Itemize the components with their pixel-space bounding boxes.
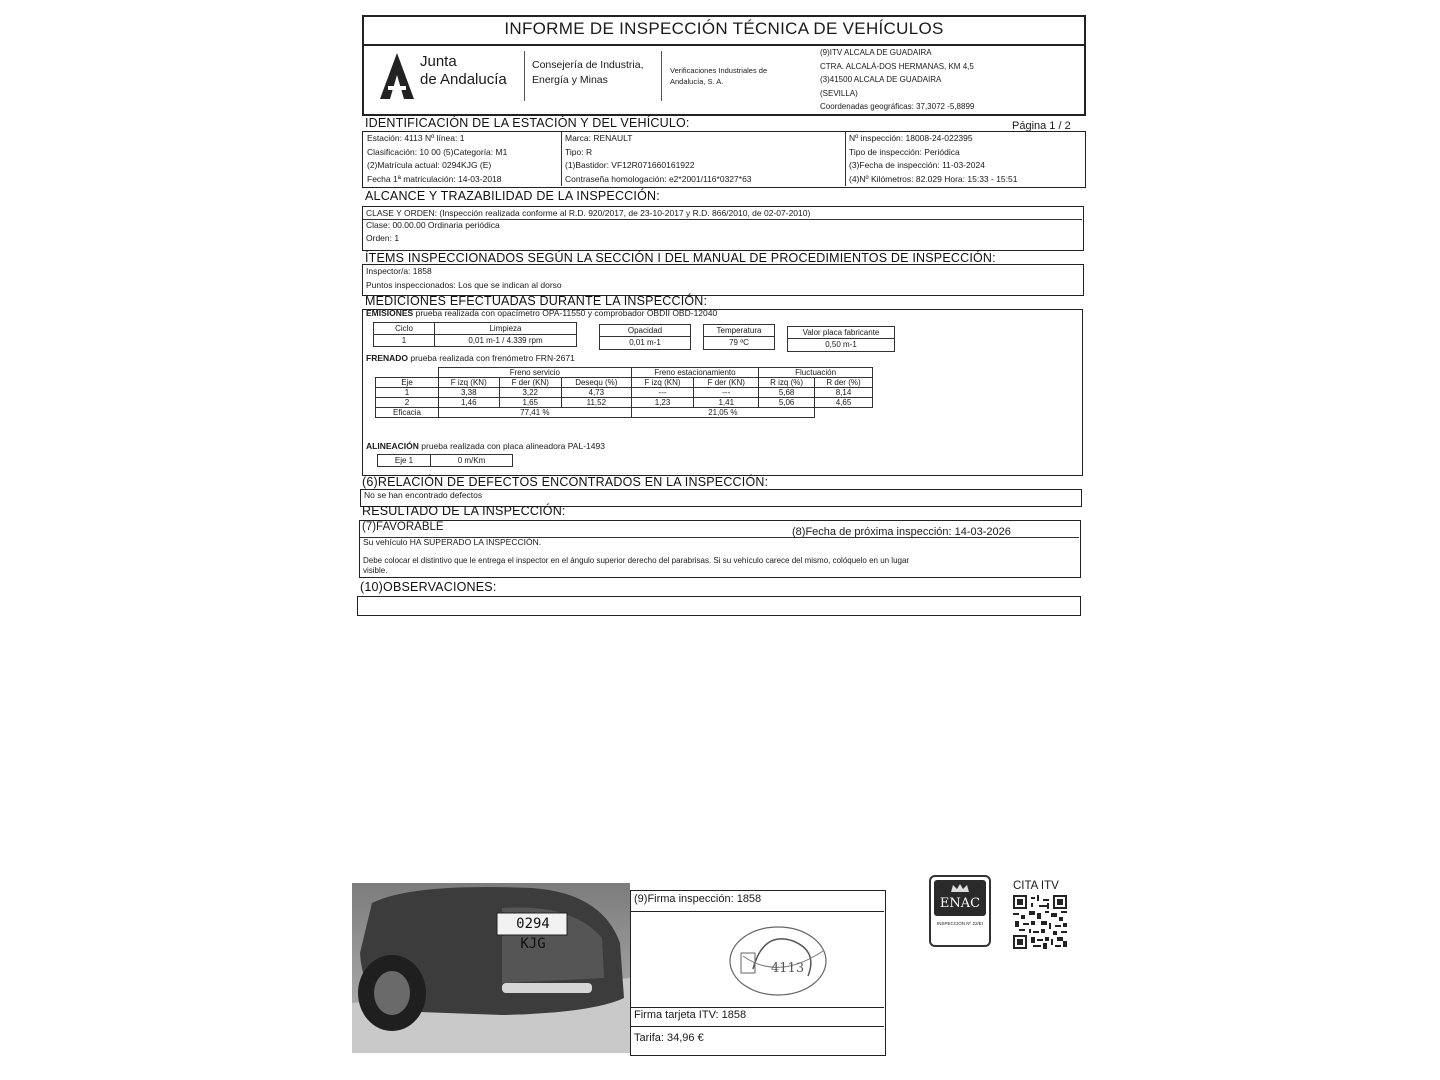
table-cell: 4,65 — [815, 398, 873, 408]
emisiones-valor-placa — [787, 326, 895, 352]
junta-logo-icon — [380, 53, 414, 99]
qr-code-icon — [1013, 895, 1067, 949]
col-header: Desequ (%) — [561, 378, 631, 388]
cita-itv-label: CITA ITV — [1013, 880, 1059, 892]
col-header: F der (KN) — [694, 378, 759, 388]
section-title-alcance: ALCANCE Y TRAZABILIDAD DE LA INSPECCIÓN: — [365, 189, 660, 203]
frenado-table — [375, 367, 873, 418]
table-cell: 11,52 — [561, 398, 631, 408]
vehicle-photo — [352, 883, 630, 1053]
inspection-stamp — [723, 921, 833, 1001]
emisiones-temperatura — [703, 324, 775, 350]
firma-tarjeta: Firma tarjeta ITV: 1858 — [634, 1009, 747, 1021]
alineacion-label: ALINEACIÓN — [366, 441, 419, 451]
id-line: (4)Nº Kilómetros: 82.029 Hora: 15:33 - 15:51 — [849, 173, 1018, 184]
id-line: Contraseña homologación: e2*2001/116*0327*63 — [565, 173, 752, 184]
consejeria-line2: Energía y Minas — [532, 74, 608, 86]
temperatura-value: 79 ºC — [729, 338, 749, 347]
id-line: Marca: RENAULT — [565, 133, 633, 143]
page-number: Página 1 / 2 — [1012, 120, 1071, 132]
col-header: R izq (%) — [759, 378, 815, 388]
clase-value: Clase: 00.00.00 Ordinaria periódica — [366, 220, 500, 230]
table-row — [376, 388, 873, 398]
junta-logo-line1: Junta — [420, 53, 457, 70]
alineacion-eje: Eje 1 — [378, 455, 431, 466]
freno-estacionamiento-header: Freno estacionamiento — [631, 368, 758, 378]
valor-placa-header: Valor placa fabricante — [788, 327, 894, 339]
signature-box — [630, 890, 886, 1056]
ciclo-header: Ciclo — [374, 323, 435, 334]
table-cell: --- — [631, 388, 694, 398]
alineacion-line — [366, 440, 605, 454]
station-line: (SEVILLA) — [820, 88, 858, 98]
defectos-text: No se han encontrado defectos — [364, 490, 483, 500]
observaciones-box — [357, 596, 1081, 616]
section-title-identificacion: IDENTIFICACIÓN DE LA ESTACIÓN Y DEL VEHÍCULO: — [365, 116, 690, 130]
table-cell: 1,41 — [694, 398, 759, 408]
eficacia-label: Eficacia — [376, 408, 439, 418]
puntos-value: Puntos inspeccionados: Los que se indican al dorso — [366, 280, 562, 290]
orden-value: Orden: 1 — [366, 233, 400, 243]
enac-logo — [929, 875, 991, 947]
frenado-text: prueba realizada con frenómetro FRN-2671 — [410, 353, 575, 363]
section-title-defectos: (6)RELACIÓN DE DEFECTOS ENCONTRADOS EN LA INSPECCIÓN: — [362, 475, 769, 489]
section-title-items: ÍTEMS INSPECCIONADOS SEGÚN LA SECCIÓN I DEL MANUAL DE PROCEDIMIENTOS DE INSPECCIÓN: — [365, 251, 996, 265]
table-cell: 4,73 — [561, 388, 631, 398]
table-cell: 1,65 — [499, 398, 561, 408]
limpieza-value: 0,01 m-1 / 4.339 rpm — [468, 336, 543, 345]
frenado-label: FRENADO — [366, 353, 409, 363]
table-cell: 3,38 — [439, 388, 500, 398]
tarifa: Tarifa: 34,96 € — [634, 1032, 704, 1044]
alineacion-text: prueba realizada con placa alineadora PAL-1493 — [421, 441, 605, 451]
resultado-box — [359, 520, 1081, 578]
alineacion-table — [377, 454, 513, 467]
report-title: INFORME DE INSPECCIÓN TÉCNICA DE VEHÍCULOS — [504, 19, 944, 38]
emisiones-ciclo-limpieza — [373, 322, 577, 347]
firma-inspeccion: (9)Firma inspección: 1858 — [634, 893, 762, 905]
table-cell: 5,06 — [759, 398, 815, 408]
table-cell: 2 — [376, 398, 439, 408]
id-line: Fecha 1ª matriculación: 14-03-2018 — [367, 173, 502, 184]
station-line: (3)41500 ALCALA DE GUADAIRA — [820, 75, 942, 84]
id-line: Nº inspección: 18008-24-022395 — [849, 133, 973, 143]
resultado-line3: visible. — [363, 566, 388, 575]
next-inspection-date: (8)Fecha de próxima inspección: 14-03-2026 — [792, 526, 1011, 538]
table-cell: 1 — [376, 388, 439, 398]
section-title-mediciones: MEDICIONES EFECTUADAS DURANTE LA INSPECCIÓN: — [365, 294, 708, 308]
col-header: F der (KN) — [499, 378, 561, 388]
station-line: Coordenadas geográficas: 37,3072 -5,8899 — [820, 102, 975, 111]
limpieza-header: Limpieza — [489, 324, 522, 333]
alineacion-valor: 0 m/Km — [457, 456, 486, 465]
table-cell: --- — [694, 388, 759, 398]
id-line: (1)Bastidor: VF12R071660161922 — [565, 160, 695, 170]
verificaciones-line2: Andalucía, S. A. — [670, 77, 724, 86]
col-header: Eje — [376, 378, 439, 388]
section-title-observaciones: (10)OBSERVACIONES: — [360, 580, 497, 594]
col-header: F izq (KN) — [631, 378, 694, 388]
report-header — [362, 15, 1086, 116]
opacidad-header: Opacidad — [600, 325, 690, 337]
emisiones-text: prueba realizada con opacímetro OPA-11550 y comprobador OBDII OBD-12040 — [415, 308, 718, 318]
verificaciones-line1: Verificaciones Industriales de — [670, 66, 768, 75]
table-cell: 3,22 — [499, 388, 561, 398]
id-line: (3)Fecha de inspección: 11-03-2024 — [849, 160, 985, 170]
junta-andalucia-logo — [380, 51, 520, 105]
valor-placa-value: 0,50 m-1 — [825, 340, 857, 349]
eficacia-estacionamiento: 21,05 % — [631, 408, 814, 418]
enac-crown-icon — [950, 883, 970, 893]
station-line: CTRA. ALCALÁ-DOS HERMANAS, KM 4,5 — [820, 61, 974, 71]
section-title-resultado: RESULTADO DE LA INSPECCIÓN: — [362, 504, 566, 518]
eficacia-servicio: 77,41 % — [439, 408, 632, 418]
clase-orden-line: CLASE Y ORDEN: (Inspección realizada conforme al R.D. 920/2017, de 23-10-2017 y R.D. 866/2010, de 02-07-2010) — [366, 208, 811, 218]
table-row — [376, 398, 873, 408]
table-cell: 1,46 — [439, 398, 500, 408]
id-line: Estación: 4113 Nº línea: 1 — [367, 133, 465, 143]
freno-servicio-header: Freno servicio — [439, 368, 632, 378]
inspector-value: Inspector/a: 1858 — [366, 266, 432, 276]
junta-logo-line2: de Andalucía — [420, 71, 507, 88]
temperatura-header: Temperatura — [704, 325, 774, 337]
fluctuacion-header: Fluctuación — [759, 368, 873, 378]
emisiones-line — [366, 307, 717, 321]
alcance-box — [362, 206, 1084, 251]
id-line: Clasificación: 10 00 (5)Categoría: M1 — [367, 146, 508, 157]
table-row — [376, 408, 873, 418]
table-cell: 5,68 — [759, 388, 815, 398]
identification-col3 — [849, 132, 1017, 186]
col-header: R der (%) — [815, 378, 873, 388]
consejeria-line1: Consejería de Industria, — [532, 59, 644, 71]
identification-col2 — [565, 132, 752, 186]
enac-sub: INSPECCIÓN Nº 22/EI — [937, 921, 983, 926]
emisiones-label: EMISIONES — [366, 308, 414, 318]
station-line: (9)ITV ALCALA DE GUADAIRA — [820, 48, 932, 57]
id-line: Tipo: R — [565, 146, 593, 157]
frenado-line — [366, 352, 575, 366]
emisiones-opacidad — [599, 324, 691, 350]
mediciones-box — [362, 309, 1083, 476]
table-cell: 1,23 — [631, 398, 694, 408]
ciclo-value: 1 — [374, 335, 435, 346]
id-line: (2)Matrícula actual: 0294KJG (E) — [367, 160, 492, 170]
identification-box — [362, 131, 1086, 188]
enac-label: ENAC — [939, 896, 981, 911]
stamp-number: 4113 — [771, 961, 805, 976]
opacidad-value: 0,01 m-1 — [629, 338, 661, 347]
col-header: F izq (KN) — [439, 378, 500, 388]
resultado-line1: Su vehículo HA SUPERADO LA INSPECCIÓN. — [363, 537, 542, 547]
identification-col1 — [367, 132, 507, 186]
resultado-line2: Debe colocar el distintivo que le entrega el inspector en el ángulo superior derecho del parabrisas. Si su vehículo carece del mismo, colóquelo en un lugar — [363, 556, 910, 565]
table-cell: 8,14 — [815, 388, 873, 398]
vehicle-plate: 0294 KJG — [516, 916, 550, 952]
id-line: Tipo de inspección: Periódica — [849, 146, 960, 157]
qr-code[interactable] — [1013, 895, 1067, 949]
items-box — [362, 264, 1084, 296]
vehicle-rear-icon — [352, 883, 630, 1053]
station-address — [820, 46, 974, 114]
resultado-verdict: (7)FAVORABLE — [362, 521, 444, 533]
